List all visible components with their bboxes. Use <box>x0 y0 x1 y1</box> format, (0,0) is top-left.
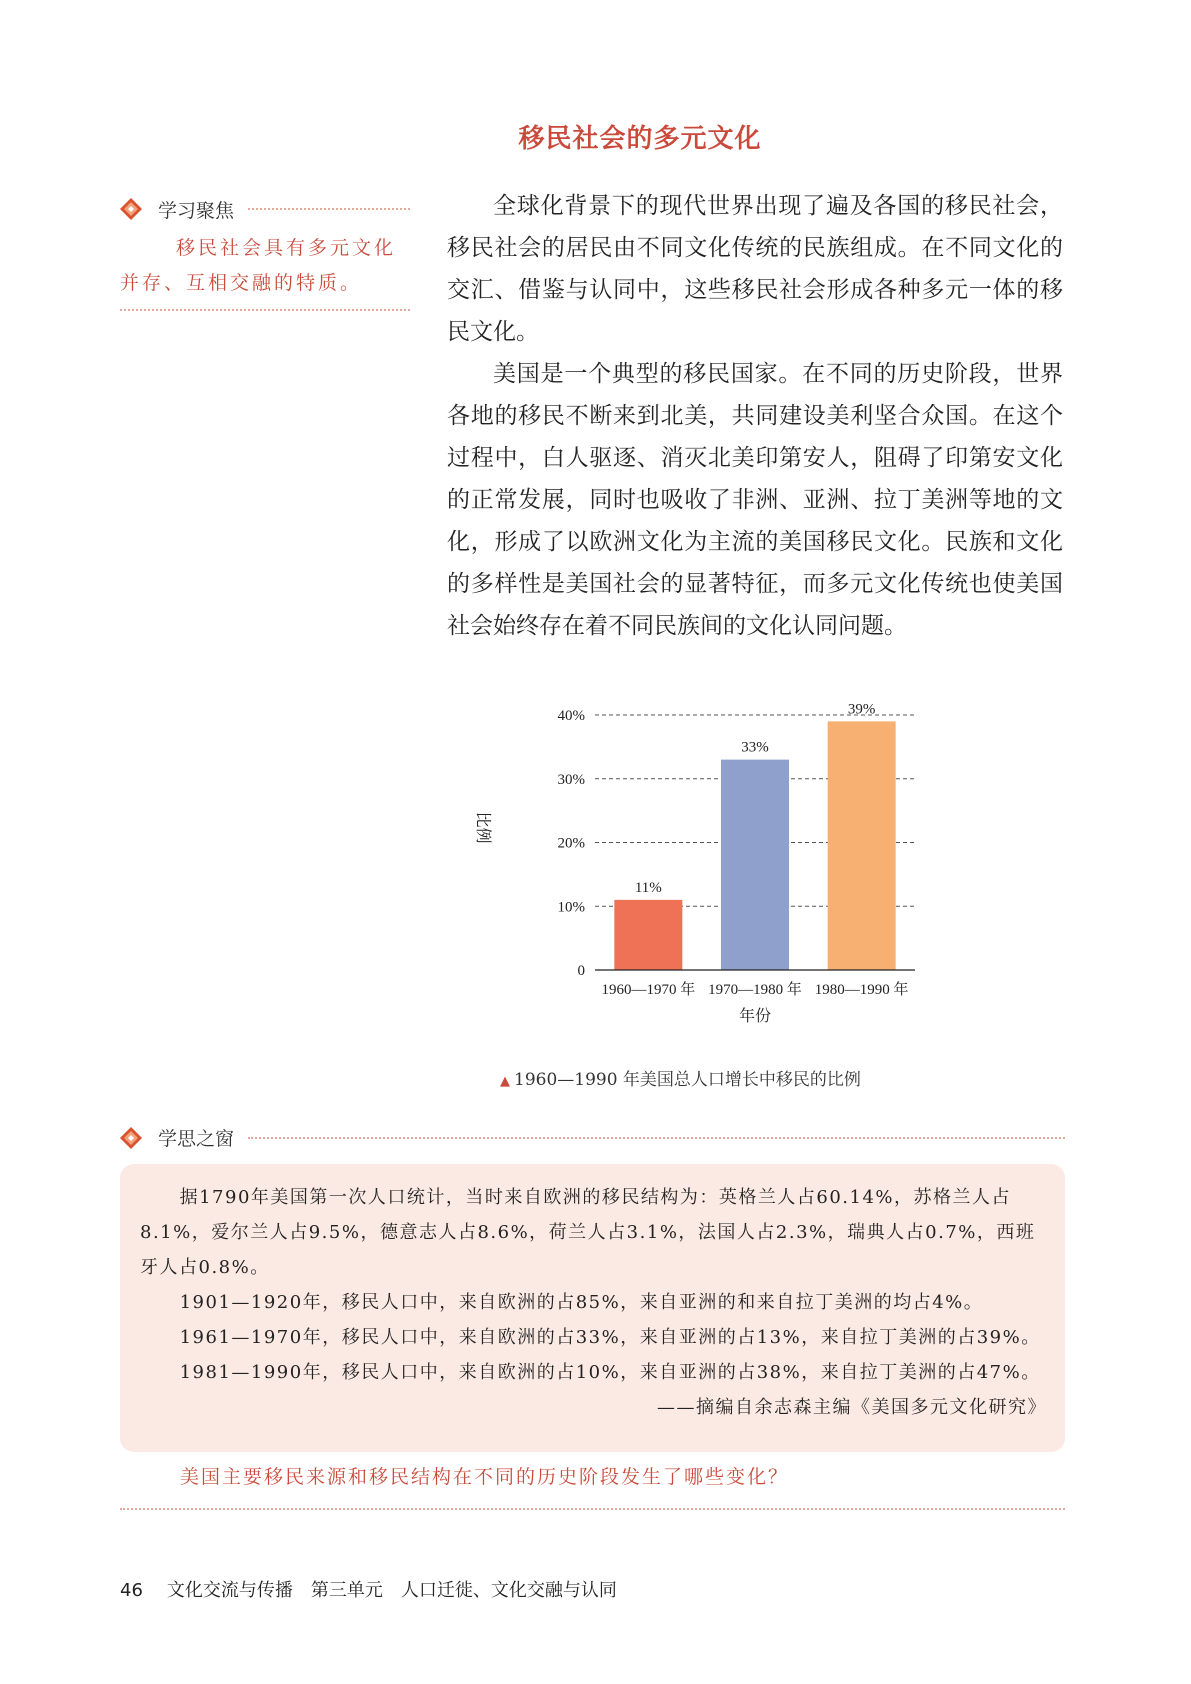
unit-title: 人口迁徙、文化交融与认同 <box>400 1580 617 1601</box>
book-title: 文化交流与传播 <box>166 1580 293 1601</box>
dotted-divider <box>120 1508 1065 1510</box>
data-label: 11% <box>634 879 662 896</box>
learning-focus-text: 移民社会具有多元文化并存、互相交融的特质。 <box>120 237 397 294</box>
window-paragraph: 1901—1920年，移民人口中，来自欧洲的占85%，来自亚洲的和来自拉丁美洲的均占4%。 <box>179 1292 984 1313</box>
data-label: 33% <box>741 739 769 756</box>
dotted-divider <box>248 1137 1065 1139</box>
body-text <box>447 185 1063 647</box>
page-number: 46 <box>120 1580 143 1601</box>
study-window-header <box>120 1124 1065 1151</box>
x-axis-label: 年份 <box>738 1008 772 1025</box>
window-paragraph: 据1790年美国第一次人口统计，当时来自欧洲的移民结构为：英格兰人占60.14%，苏格兰人占8.1%，爱尔兰人占9.5%，德意志人占8.6%，荷兰人占3.1%，法国人占2.3%，瑞典人占0.7%，西班牙人占0.8%。 <box>140 1187 1036 1278</box>
window-paragraph: 1981—1990年，移民人口中，来自欧洲的占10%，来自亚洲的占38%，来自拉丁美洲的占47%。 <box>179 1362 1041 1383</box>
study-window-title: 学思之窗 <box>158 1128 235 1150</box>
y-tick-label: 0 <box>577 963 585 979</box>
chart-caption <box>500 1065 861 1090</box>
data-label: 39% <box>847 701 876 718</box>
chart-caption-text: 1960—1990 年美国总人口增长中移民的比例 <box>514 1070 861 1090</box>
diamond-icon <box>120 198 142 220</box>
y-tick-label: 40% <box>557 708 585 724</box>
discussion-question: 美国主要移民来源和移民结构在不同的历史阶段发生了哪些变化？ <box>180 1466 790 1488</box>
paragraph: 美国是一个典型的移民国家。在不同的历史阶段，世界各地的移民不断来到北美，共同建设美利坚合众国。在这个过程中，白人驱逐、消灭北美印第安人，阻碍了印第安文化的正常发展，同时也吸收了非洲、亚洲、拉丁美洲等地的文化，形成了以欧洲文化为主流的美国移民文化。民族和文化的多样性是美国社会的显著特征，而多元文化传统也使美国社会始终存在着不同民族间的文化认同问题。 <box>447 361 1063 639</box>
bar <box>828 721 896 970</box>
y-axis-label: 比例 <box>474 811 491 844</box>
triangle-icon: ▲ <box>500 1074 510 1089</box>
bar <box>614 900 682 970</box>
bar <box>721 760 789 970</box>
unit-label: 第三单元 <box>310 1580 383 1601</box>
immigration-bar-chart <box>474 685 1020 1085</box>
paragraph: 全球化背景下的现代世界出现了遍及各国的移民社会，移民社会的居民由不同文化传统的民族组成。在不同文化的交汇、借鉴与认同中，这些移民社会形成各种多元一体的移民文化。 <box>447 193 1063 345</box>
y-tick-label: 10% <box>557 899 585 916</box>
x-tick-label: 1970—1980 年 <box>708 982 802 998</box>
window-paragraph: 1961—1970年，移民人口中，来自欧洲的占33%，来自亚洲的占13%，来自拉丁美洲的占39%。 <box>179 1327 1041 1348</box>
dotted-divider <box>120 309 410 311</box>
learning-focus-box <box>120 195 410 311</box>
study-window-box <box>120 1164 1065 1452</box>
section-title: 移民社会的多元文化 <box>518 124 762 154</box>
page-footer <box>120 1576 635 1602</box>
learning-focus-header <box>120 195 410 223</box>
y-tick-label: 20% <box>557 835 585 852</box>
learning-focus-title: 学习聚焦 <box>158 199 235 222</box>
window-source: ——摘编自余志森主编《美国多元文化研究》 <box>657 1397 1047 1418</box>
x-tick-label: 1980—1990 年 <box>814 982 909 998</box>
x-tick-label: 1960—1970 年 <box>601 982 696 998</box>
dotted-divider <box>248 208 410 210</box>
y-tick-label: 30% <box>557 771 585 788</box>
diamond-icon <box>120 1127 142 1149</box>
